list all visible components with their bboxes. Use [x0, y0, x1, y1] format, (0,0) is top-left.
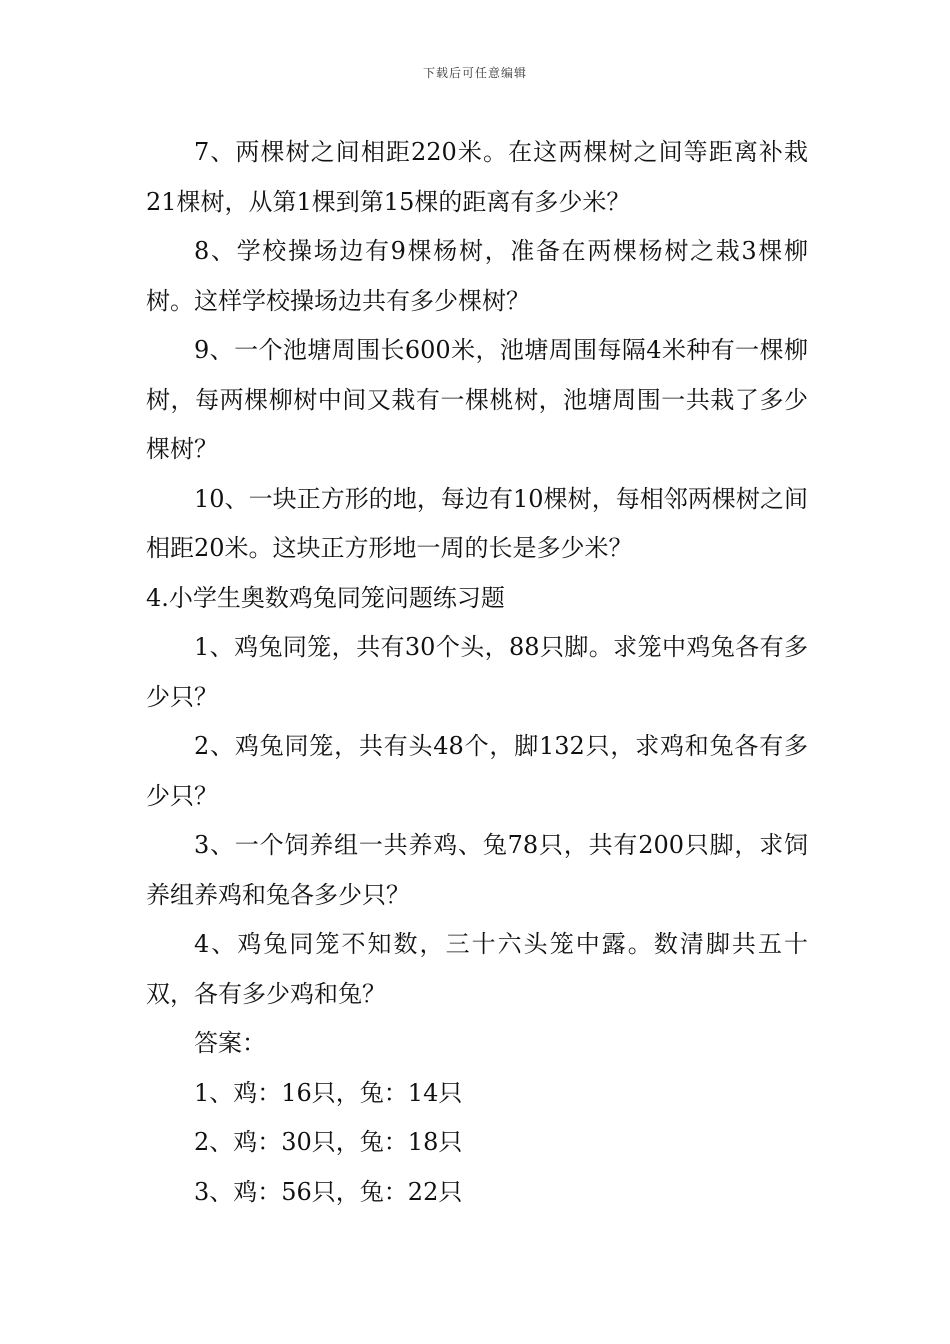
problem-3: 3、一个饲养组一共养鸡、兔78只，共有200只脚，求饲养组养鸡和兔各多少只？ [146, 831, 808, 909]
page-header: 下载后可任意编辑 [422, 66, 527, 80]
problem-1: 1、鸡兔同笼，共有30个头，88只脚。求笼中鸡兔各有多少只？ [146, 633, 808, 711]
problem-4: 4、鸡兔同笼不知数，三十六头笼中露。数清脚共五十双，各有多少鸡和兔？ [146, 930, 808, 1008]
section-heading: 4.小学生奥数鸡兔同笼问题练习题 [146, 583, 505, 612]
problem-2: 2、鸡兔同笼，共有头48个，脚132只，求鸡和兔各有多少只？ [146, 732, 808, 810]
answer-3: 3、鸡：56只，兔：22只 [194, 1177, 463, 1206]
problem-9: 9、一个池塘周围长600米，池塘周围每隔4米种有一棵柳树，每两棵柳树中间又栽有一棵桃树，池塘周围一共栽了多少棵树？ [146, 336, 808, 463]
problem-7: 7、两棵树之间相距220米。在这两棵树之间等距离补栽21棵树，从第1棵到第15棵的距离有多少米？ [146, 138, 808, 216]
answer-2: 2、鸡：30只，兔：18只 [194, 1128, 463, 1156]
answer-1: 1、鸡：16只，兔：14只 [194, 1078, 463, 1107]
document-body [146, 128, 808, 1217]
problem-8: 8、学校操场边有9棵杨树，准备在两棵杨树之栽3棵柳树。这样学校操场边共有多少棵树？ [146, 237, 808, 315]
answer-heading: 答案： [194, 1029, 266, 1057]
problem-10: 10、一块正方形的地，每边有10棵树，每相邻两棵树之间相距20米。这块正方形地一周的长是多少米？ [146, 484, 808, 562]
